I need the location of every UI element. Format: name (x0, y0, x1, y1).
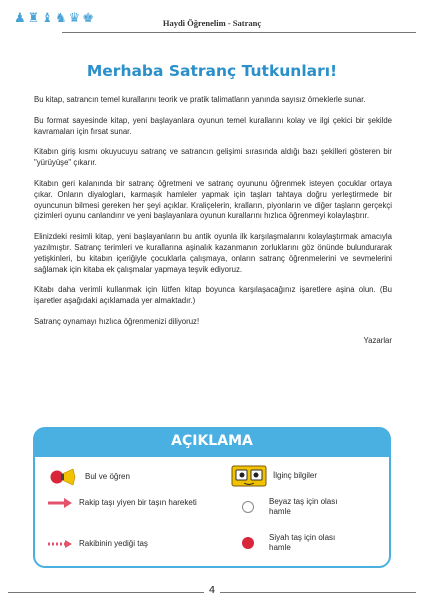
red-circle-icon (241, 536, 255, 550)
legend-header (33, 427, 391, 457)
signature: Yazarlar (363, 335, 392, 345)
legend-body (33, 457, 391, 568)
legend-item (241, 497, 381, 517)
chess-knight-icon: ♞ (54, 11, 67, 26)
chess-rook-icon: ♜ (27, 11, 40, 26)
page-number: 4 (208, 585, 216, 596)
legend-label: Beyaz taş için olası hamle (269, 497, 338, 516)
legend-title: AÇIKLAMA (171, 433, 253, 449)
horn-icon (49, 466, 79, 488)
white-circle-icon (241, 500, 255, 514)
legend-item (49, 466, 130, 488)
body-text (34, 95, 392, 357)
legend-item (231, 464, 317, 488)
paragraph: Bu format sayesinde kitap, yeni başlayanlara oyunun temel kurallarını kolay ve ilgi çekici bir şekilde kavramaları için fırsat sunar. (34, 115, 392, 136)
chess-pawn-icon: ♟ (14, 11, 26, 26)
legend-label: İlginç bilgiler (273, 471, 318, 480)
running-header-title: Haydi Öğrenelim - Satranç (162, 18, 262, 28)
chess-queen-icon: ♛ (68, 11, 81, 26)
legend-label: Rakip taşı yiyen bir taşın hareketi (79, 498, 197, 507)
legend-label: Siyah taş için olası hamle (269, 533, 336, 552)
legend-label: Rakibinin yediği taş (79, 539, 148, 548)
legend-item (47, 539, 148, 549)
paragraph: Elinizdeki resimli kitap, yeni başlayanların bu antik oyunla ilk karşılaşmalarını kolaylaştırmak amacıyla yazılmıştır. Satranç terimleri ve kurallarına aşinalık kazanmanın zorluklarını göz önünde bulundurarak yetişkinleri, bu kitabın içeriğiyle çocuklarla çalışmaya, onların satranç öğrenmelerini ve sevmelerini sağlamak için kitaba ek çalışmalar yapmaya teşvik ediyoruz. (34, 232, 392, 274)
legend-box (33, 427, 391, 570)
paragraph: Bu kitap, satrancın temel kurallarını teorik ve pratik talimatların yanında sayısız örneklerle sunar. (34, 95, 366, 104)
page-header (0, 0, 424, 36)
header-rule (62, 32, 416, 33)
legend-item (47, 497, 217, 509)
book-face-icon (231, 464, 267, 488)
paragraph: Kitabın giriş kısmı okuyucuyu satranç ve satrancın gelişimi sırasında aldığı bazı şekilleri gösteren bir "yürüyüşe" çıkarır. (34, 147, 392, 168)
red-arrow-icon (47, 497, 73, 509)
chess-bishop-icon: ♝ (41, 11, 53, 26)
paragraph: Kitabı daha verimli kullanmak için lütfen kitap boyunca karşılaşacağınız işaretlere aşina olun. (Bu işaretler aşağıdaki açıklamada yer almaktadır.) (34, 285, 392, 306)
chess-king-icon: ♚ (82, 11, 94, 26)
legend-item (241, 533, 381, 553)
paragraph: Satranç oynamayı hızlıca öğrenmenizi diliyoruz! (34, 316, 200, 326)
dotted-arrow-icon (47, 539, 73, 549)
paragraph: Kitabın geri kalanında bir satranç öğretmeni ve satranç oyununu öğrenmek isteyen çocuklar ortaya çıkar. Onların diyalogları, karmaşık hamleler yapmak için taşları tahtaya doğru yerleştirmede bir oyuncunun bilmesi gereken her şeyi açıklar. Kraliçelerin, kralların, piyonların ve diğer taşların gerçekçi çizimleri oyunu canlandırır ve yeni başlayanlara oyunun kurallarını hızlıca öğrenmeyi kolaylaştırır. (34, 178, 392, 221)
page-title: Merhaba Satranç Tutkunları! (86, 62, 338, 80)
legend-label: Bul ve öğren (85, 472, 130, 481)
